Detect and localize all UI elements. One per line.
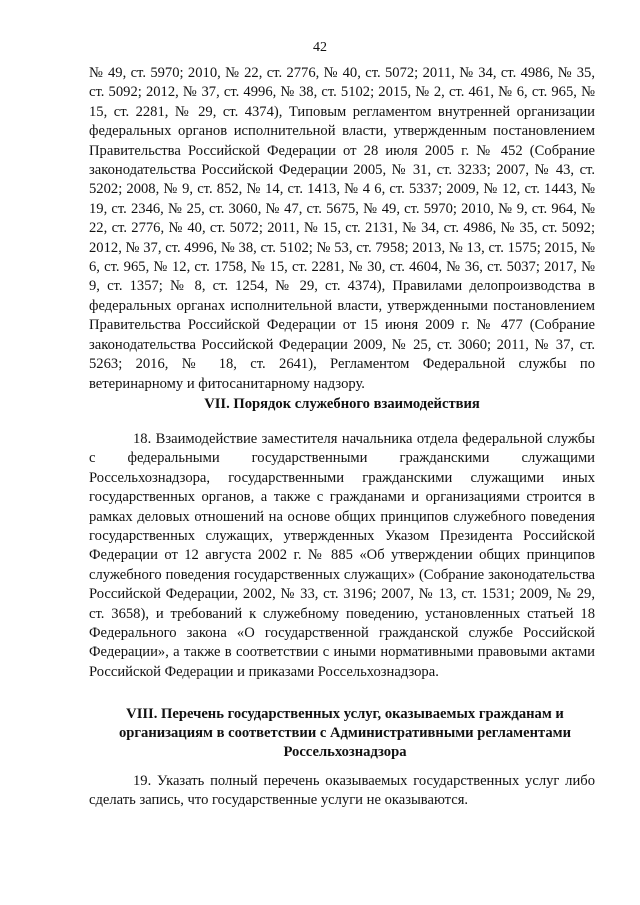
page-number: 42 xyxy=(313,40,327,55)
paragraph-18: 18. Взаимодействие заместителя начальника отдела федеральной службы с федеральными государственными гражданскими служащими Россельхознадзора, государственными гражданскими служащими иных государственных органов, а также с гражданами и организациями строится в рамках деловых отношений на основе общих принципов служебного поведения государственных служащих, утвержденных Указом Президента Российской Федерации от 12 августа 2002 г. № 885 «Об утверждении общих принципов служебного поведения государственных служащих» (Собрание законодательства Российской Федерации, 2002, № 33, ст. 3196; 2007, № 13, ст. 1531; 2009, № 29, ст. 3658), и требований к служебному поведению, установленных статьей 18 Федерального закона «О государственной гражданской службе Российской Федерации», а также в соответствии с иными нормативными правовыми актами Российской Федерации и приказами Россельхознадзора. xyxy=(89,431,595,680)
paragraph-19: 19. Указать полный перечень оказываемых государственных услуг либо сделать запись, что государственные услуги не оказываются. xyxy=(89,773,595,809)
section-8-heading: VIII. Перечень государственных услуг, оказываемых гражданам и организациям в соответствии с Административными регламентами Россельхознадзора xyxy=(118,706,571,760)
section-7-heading: VII. Порядок служебного взаимодействия xyxy=(204,396,480,412)
paragraph-continuation: № 49, ст. 5970; 2010, № 22, ст. 2776, № 40, ст. 5072; 2011, № 34, ст. 4986, № 35, ст. 5092; 2012, № 37, ст. 4996, № 38, ст. 5102; 2015, № 2, ст. 461, № 6, ст. 965, № 15, ст. 2281, № 29, ст. 4374), Типовым регламентом внутренней организации федеральных органов исполнительной власти, утвержденным постановлением Правительства Российской Федерации от 28 июля 2005 г. № 452 (Собрание законодательства Российской Федерации 2005, № 31, ст. 3233; 2007, № 43, ст. 5202; 2008, № 9, ст. 852, № 14, ст. 1413, № 4 6, ст. 5337; 2009, № 12, ст. 1443, № 19, ст. 2346, № 25, ст. 3060, № 47, ст. 5675, № 49, ст. 5970; 2010, № 9, ст. 964, № 22, ст. 2776, № 40, ст. 5072; 2011, № 15, ст. 2131, № 34, ст. 4986, № 35, ст. 5092; 2012, № 37, ст. 4996, № 38, ст. 5102; № 53, ст. 7958; 2013, № 13, ст. 1575; 2015, № 6, ст. 965, № 12, ст. 1758, № 15, ст. 2281, № 30, ст. 4604, № 36, ст. 5037; 2017, № 9, ст. 1357; № 8, ст. 1254, № 29, ст. 4374), Правилами делопроизводства в федеральных органах исполнительной власти, утвержденными постановлением Правительства Российской Федерации от 15 июня 2009 г. № 477 (Собрание законодательства Российской Федерации 2009, № 25, ст. 3060; 2011, № 37, ст. 5263; 2016, № 18, ст. 2641), Регламентом Федеральной службы по ветеринарному и фитосанитарному надзору. xyxy=(89,65,595,392)
